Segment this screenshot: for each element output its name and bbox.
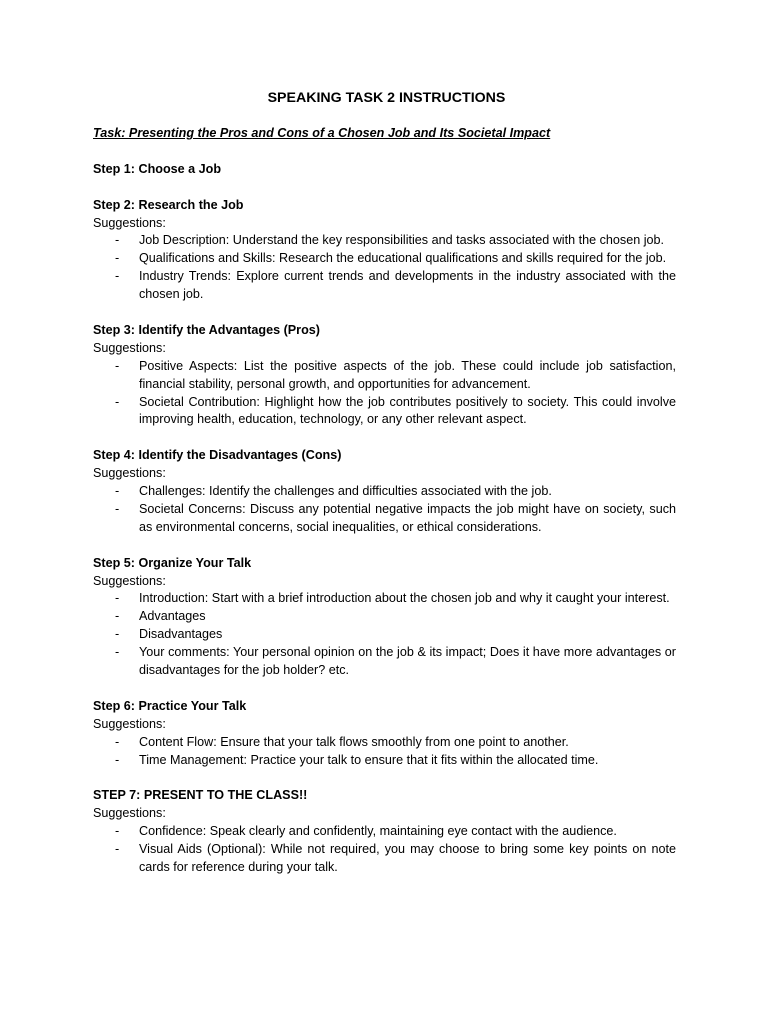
step-section — [93, 161, 676, 179]
dash-bullet: - — [115, 824, 120, 839]
list-item — [93, 841, 676, 877]
step-section — [93, 322, 676, 429]
dash-bullet: - — [115, 734, 120, 749]
step-title: Step 5: Organize Your Talk — [93, 555, 252, 570]
suggestions-label: Suggestions: — [93, 215, 166, 230]
dash-bullet: - — [115, 501, 120, 516]
list-item-text: Industry Trends: Explore current trends and developments in the industry associated with the chosen job. — [139, 269, 676, 302]
steps-list — [93, 161, 676, 877]
list-item — [93, 734, 676, 752]
bullet-list — [93, 734, 676, 770]
list-item-text: Challenges: Identify the challenges and difficulties associated with the job. — [139, 484, 552, 499]
step-title: Step 4: Identify the Disadvantages (Cons) — [93, 448, 342, 463]
list-item — [93, 268, 676, 304]
step-title: STEP 7: PRESENT TO THE CLASS!! — [93, 788, 308, 803]
dash-bullet: - — [115, 484, 120, 499]
list-item — [93, 394, 676, 430]
list-item — [93, 626, 676, 644]
list-item-text: Societal Contribution: Highlight how the job contributes positively to society. This could involve improving health, education, technology, or any other relevant aspect. — [139, 394, 676, 427]
dash-bullet: - — [115, 251, 120, 266]
suggestions-label: Suggestions: — [93, 716, 166, 731]
step-section — [93, 698, 676, 770]
bullet-list — [93, 590, 676, 680]
bullet-list — [93, 232, 676, 304]
list-item-text: Visual Aids (Optional): While not required, you may choose to bring some key points on note cards for reference during your talk. — [139, 842, 676, 875]
suggestions-label: Suggestions: — [93, 573, 166, 588]
list-item — [93, 483, 676, 501]
step-section — [93, 197, 676, 304]
suggestions-label: Suggestions: — [93, 340, 166, 355]
list-item — [93, 644, 676, 680]
document-page — [93, 89, 676, 895]
step-title: Step 6: Practice Your Talk — [93, 698, 247, 713]
step-title: Step 2: Research the Job — [93, 197, 244, 212]
list-item — [93, 501, 676, 537]
dash-bullet: - — [115, 842, 120, 857]
bullet-list — [93, 483, 676, 537]
list-item-text: Content Flow: Ensure that your talk flows smoothly from one point to another. — [139, 734, 569, 749]
suggestions-label: Suggestions: — [93, 806, 166, 821]
list-item — [93, 250, 676, 268]
dash-bullet: - — [115, 752, 120, 767]
list-item-text: Societal Concerns: Discuss any potential negative impacts the job might have on society, such as environmental concerns, social inequalities, or ethical considerations. — [139, 501, 676, 534]
dash-bullet: - — [115, 269, 120, 284]
list-item-text: Job Description: Understand the key responsibilities and tasks associated with the chosen job. — [139, 233, 665, 248]
list-item-text: Disadvantages — [139, 627, 223, 642]
document-title: SPEAKING TASK 2 INSTRUCTIONS — [267, 90, 506, 106]
step-title: Step 3: Identify the Advantages (Pros) — [93, 322, 320, 337]
list-item-text: Advantages — [139, 609, 206, 624]
dash-bullet: - — [115, 645, 120, 660]
list-item-text: Confidence: Speak clearly and confidently, maintaining eye contact with the audience. — [139, 824, 617, 839]
dash-bullet: - — [115, 358, 120, 373]
dash-bullet: - — [115, 394, 120, 409]
list-item-text: Your comments: Your personal opinion on the job & its impact; Does it have more advantages or disadvantages for the job holder? etc. — [139, 645, 676, 678]
dash-bullet: - — [115, 609, 120, 624]
list-item — [93, 752, 676, 770]
list-item-text: Time Management: Practice your talk to ensure that it fits within the allocated time. — [139, 752, 599, 767]
list-item — [93, 232, 676, 250]
list-item — [93, 358, 676, 394]
step-title: Step 1: Choose a Job — [93, 161, 222, 176]
task-heading: Task: Presenting the Pros and Cons of a Chosen Job and Its Societal Impact — [93, 126, 551, 140]
list-item-text: Qualifications and Skills: Research the educational qualifications and skills required for the job. — [139, 251, 667, 266]
step-section — [93, 447, 676, 537]
suggestions-label: Suggestions: — [93, 466, 166, 481]
list-item-text: Positive Aspects: List the positive aspects of the job. These could include job satisfaction, financial stability, personal growth, and opportunities for advancement. — [139, 358, 676, 391]
dash-bullet: - — [115, 591, 120, 606]
bullet-list — [93, 823, 676, 877]
bullet-list — [93, 358, 676, 430]
step-section — [93, 787, 676, 877]
list-item-text: Introduction: Start with a brief introduction about the chosen job and why it caught your interest. — [139, 591, 670, 606]
list-item — [93, 608, 676, 626]
dash-bullet: - — [115, 233, 120, 248]
list-item — [93, 590, 676, 608]
list-item — [93, 823, 676, 841]
dash-bullet: - — [115, 627, 120, 642]
step-section — [93, 555, 676, 680]
